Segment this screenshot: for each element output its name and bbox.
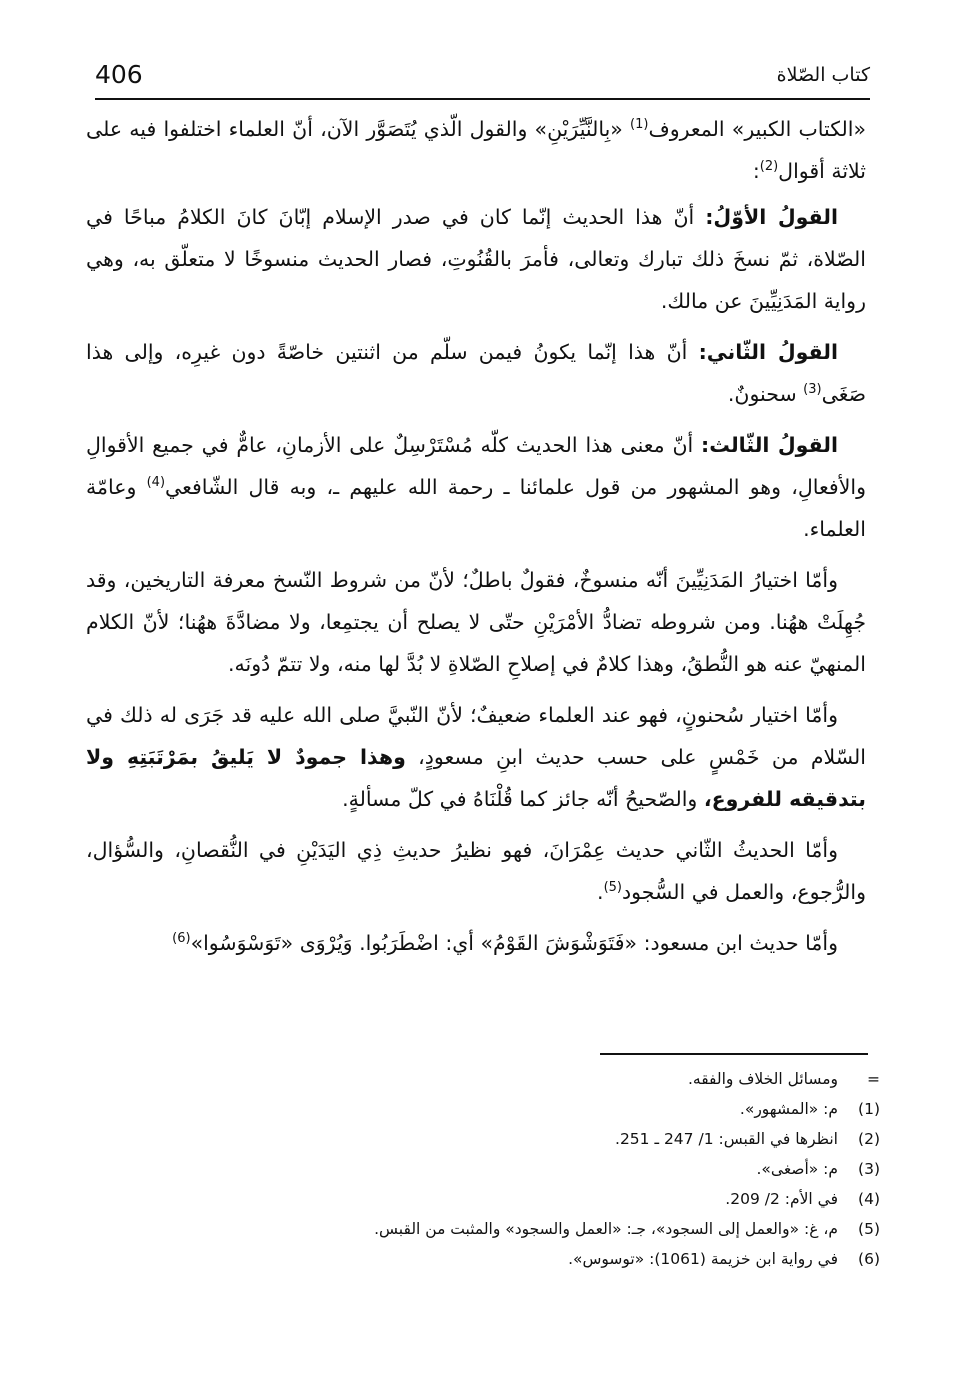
- paragraph-2: [86, 196, 866, 322]
- paragraph-2-text: أنّ هذا الحديث إنّما كان في صدر الإسلام إبّانَ كانَ الكلامُ مباحًا في الصّلاة، ثمّ نسخَ ذلك تبارك وتعالى، فأمرَ بالقُنُوتِ، فصار الحديث منسوخًا لا متعلّق به، وهي رواية المَدَنِيِّينَ عن مالك.: [86, 205, 866, 313]
- header-rule: [95, 98, 870, 100]
- footnotes: [160, 1064, 880, 1274]
- footnote-separator: [600, 1053, 868, 1055]
- footnote-3: [160, 1154, 880, 1184]
- page-header: [95, 58, 870, 98]
- paragraph-6-end: والصّحيحُ أنّه جائز كما قُلْنَاهُ في كلّ مسألةٍ.: [342, 787, 704, 811]
- paragraph-1-text-a: «الكتاب الكبير» المعروف: [648, 117, 866, 141]
- footnote-text: في رواية ابن خزيمة (1061): «توسوس».: [568, 1250, 838, 1268]
- paragraph-8-text: وأمّا حديث ابن مسعود: «فَتَوَشْوَشَ القَوْمُ» أي: اضْطَرَبُوا. وَيُرْوَى «تَوَسْوَسُوا»: [190, 931, 838, 955]
- footnote-2: [160, 1124, 880, 1154]
- footnote-text: ومسائل الخلاف والفقه.: [687, 1070, 838, 1088]
- footnote-text: م: «المشهور».: [739, 1100, 838, 1118]
- footnote-ref-2: (2): [759, 159, 779, 175]
- footnote-number: (5): [858, 1220, 880, 1238]
- footnote-ref-5: (5): [603, 880, 622, 896]
- footnote-text: في الأم: 2/ 209.: [725, 1190, 838, 1208]
- paragraph-4: [86, 424, 866, 550]
- footnote-4: [160, 1184, 880, 1214]
- footnote-number: (1): [858, 1100, 880, 1118]
- paragraph-3: [86, 331, 866, 415]
- footnote-number: (4): [858, 1190, 880, 1208]
- footnote-ref-3: (3): [803, 382, 822, 398]
- paragraph-6: [86, 694, 866, 820]
- footnote-ref-4: (4): [146, 475, 166, 491]
- paragraph-3-text: أنّ هذا إنّما يكونُ فيمن سلّم من اثنتين خاصّةً دون غيرِه، وإلى هذا صَغَى: [86, 340, 866, 406]
- paragraph-7-text: وأمّا الحديثُ الثّاني حديث عِمْرَانَ، فهو نظيرُ حديثِ ذِي اليَدَيْنِ في النُّقصانِ، والسُّؤال، والرُّجوع، والعمل في السُّجود: [86, 838, 866, 904]
- paragraph-5-text: وأمّا اختيارُ المَدَنِيِّينَ أنّه منسوخٌ، فقولٌ باطلٌ؛ لأنّ من شروط النّسخ معرفة التاريخين، وقد جُهِلَتْ ههُنا. ومن شروطه تضادُّ الأمْرَيْنِ حتّى لا يصلح أن يجتمِعا، ولا مضادَّةَ ههُنا؛ لأنّ الكلام المنهيّ عنه هو النُّطقُ، وهذا كلامٌ في إصلاحِ الصّلاةِ لا بُدَّ لها منه، ولا تتمّ دُونَه.: [86, 568, 866, 676]
- second-opinion-heading: القولُ الثّاني:: [698, 340, 838, 364]
- footnote-number: (3): [858, 1160, 880, 1178]
- footnote-number: (6): [858, 1250, 880, 1268]
- footnote-text: انظرها في القبس: 1/ 247 ـ 251.: [615, 1130, 838, 1148]
- page-number: 406: [95, 60, 143, 89]
- footnote-text: م: «أصغى».: [756, 1160, 838, 1178]
- paragraph-6-text: وأمّا اختيار سُحنونٍ، فهو عند العلماء ضعيفٌ؛ لأنّ النّبيَّ صلى الله عليه قد جَرَى له ذلك في السّلام من خَمْسٍ على حسب حديث ابنِ مسعودٍ،: [86, 703, 866, 769]
- footnote-number: =: [867, 1070, 880, 1088]
- footnote-1: [160, 1094, 880, 1124]
- footnote-ref-1: (1): [630, 117, 649, 133]
- paragraph-1-text-c: :: [752, 159, 760, 183]
- footnote-ref-6: (6): [172, 931, 191, 947]
- footnote-continued: [160, 1064, 880, 1094]
- footnote-number: (2): [858, 1130, 880, 1148]
- main-text: [86, 108, 866, 973]
- paragraph-7: [86, 829, 866, 913]
- paragraph-8: [86, 922, 866, 964]
- footnote-text: م، غ: «والعمل إلى السجود»، جـ: «العمل والسجود» والمثبت من القبس.: [374, 1220, 838, 1238]
- first-opinion-heading: القولُ الأوّلُ:: [705, 205, 838, 229]
- paragraph-5: [86, 559, 866, 685]
- paragraph-1: [86, 108, 866, 192]
- paragraph-4-end: وعامّة العلماء.: [86, 475, 866, 541]
- paragraph-4-text: أنّ معنى هذا الحديث كلّه مُسْتَرْسِلٌ على الأزمانِ، عامٌّ في جميع الأقوالِ والأفعالِ، وهو المشهور من قول علمائنا ـ رحمة الله عليهم ـ، وبه قال الشّافعي: [86, 433, 866, 499]
- footnote-6: [160, 1244, 880, 1274]
- paragraph-6-emphasis: وهذا جمودٌ لا يَليقُ بمَرْتَبَتِهِ ولا بتدقيقه للفروع،: [86, 745, 866, 811]
- paragraph-3-end: سحنونٌ.: [727, 382, 804, 406]
- paragraph-1-text-b: «بِالنَّيِّرَيْنِ» والقول الّذي يُتَصَوَّر الآن، أنّ العلماء اختلفوا فيه على ثلاثة أقوال: [86, 117, 866, 183]
- third-opinion-heading: القولُ الثّالث:: [701, 433, 838, 457]
- footnote-5: [160, 1214, 880, 1244]
- running-title: كتاب الصّلاة: [776, 64, 870, 86]
- paragraph-7-end: .: [597, 880, 604, 904]
